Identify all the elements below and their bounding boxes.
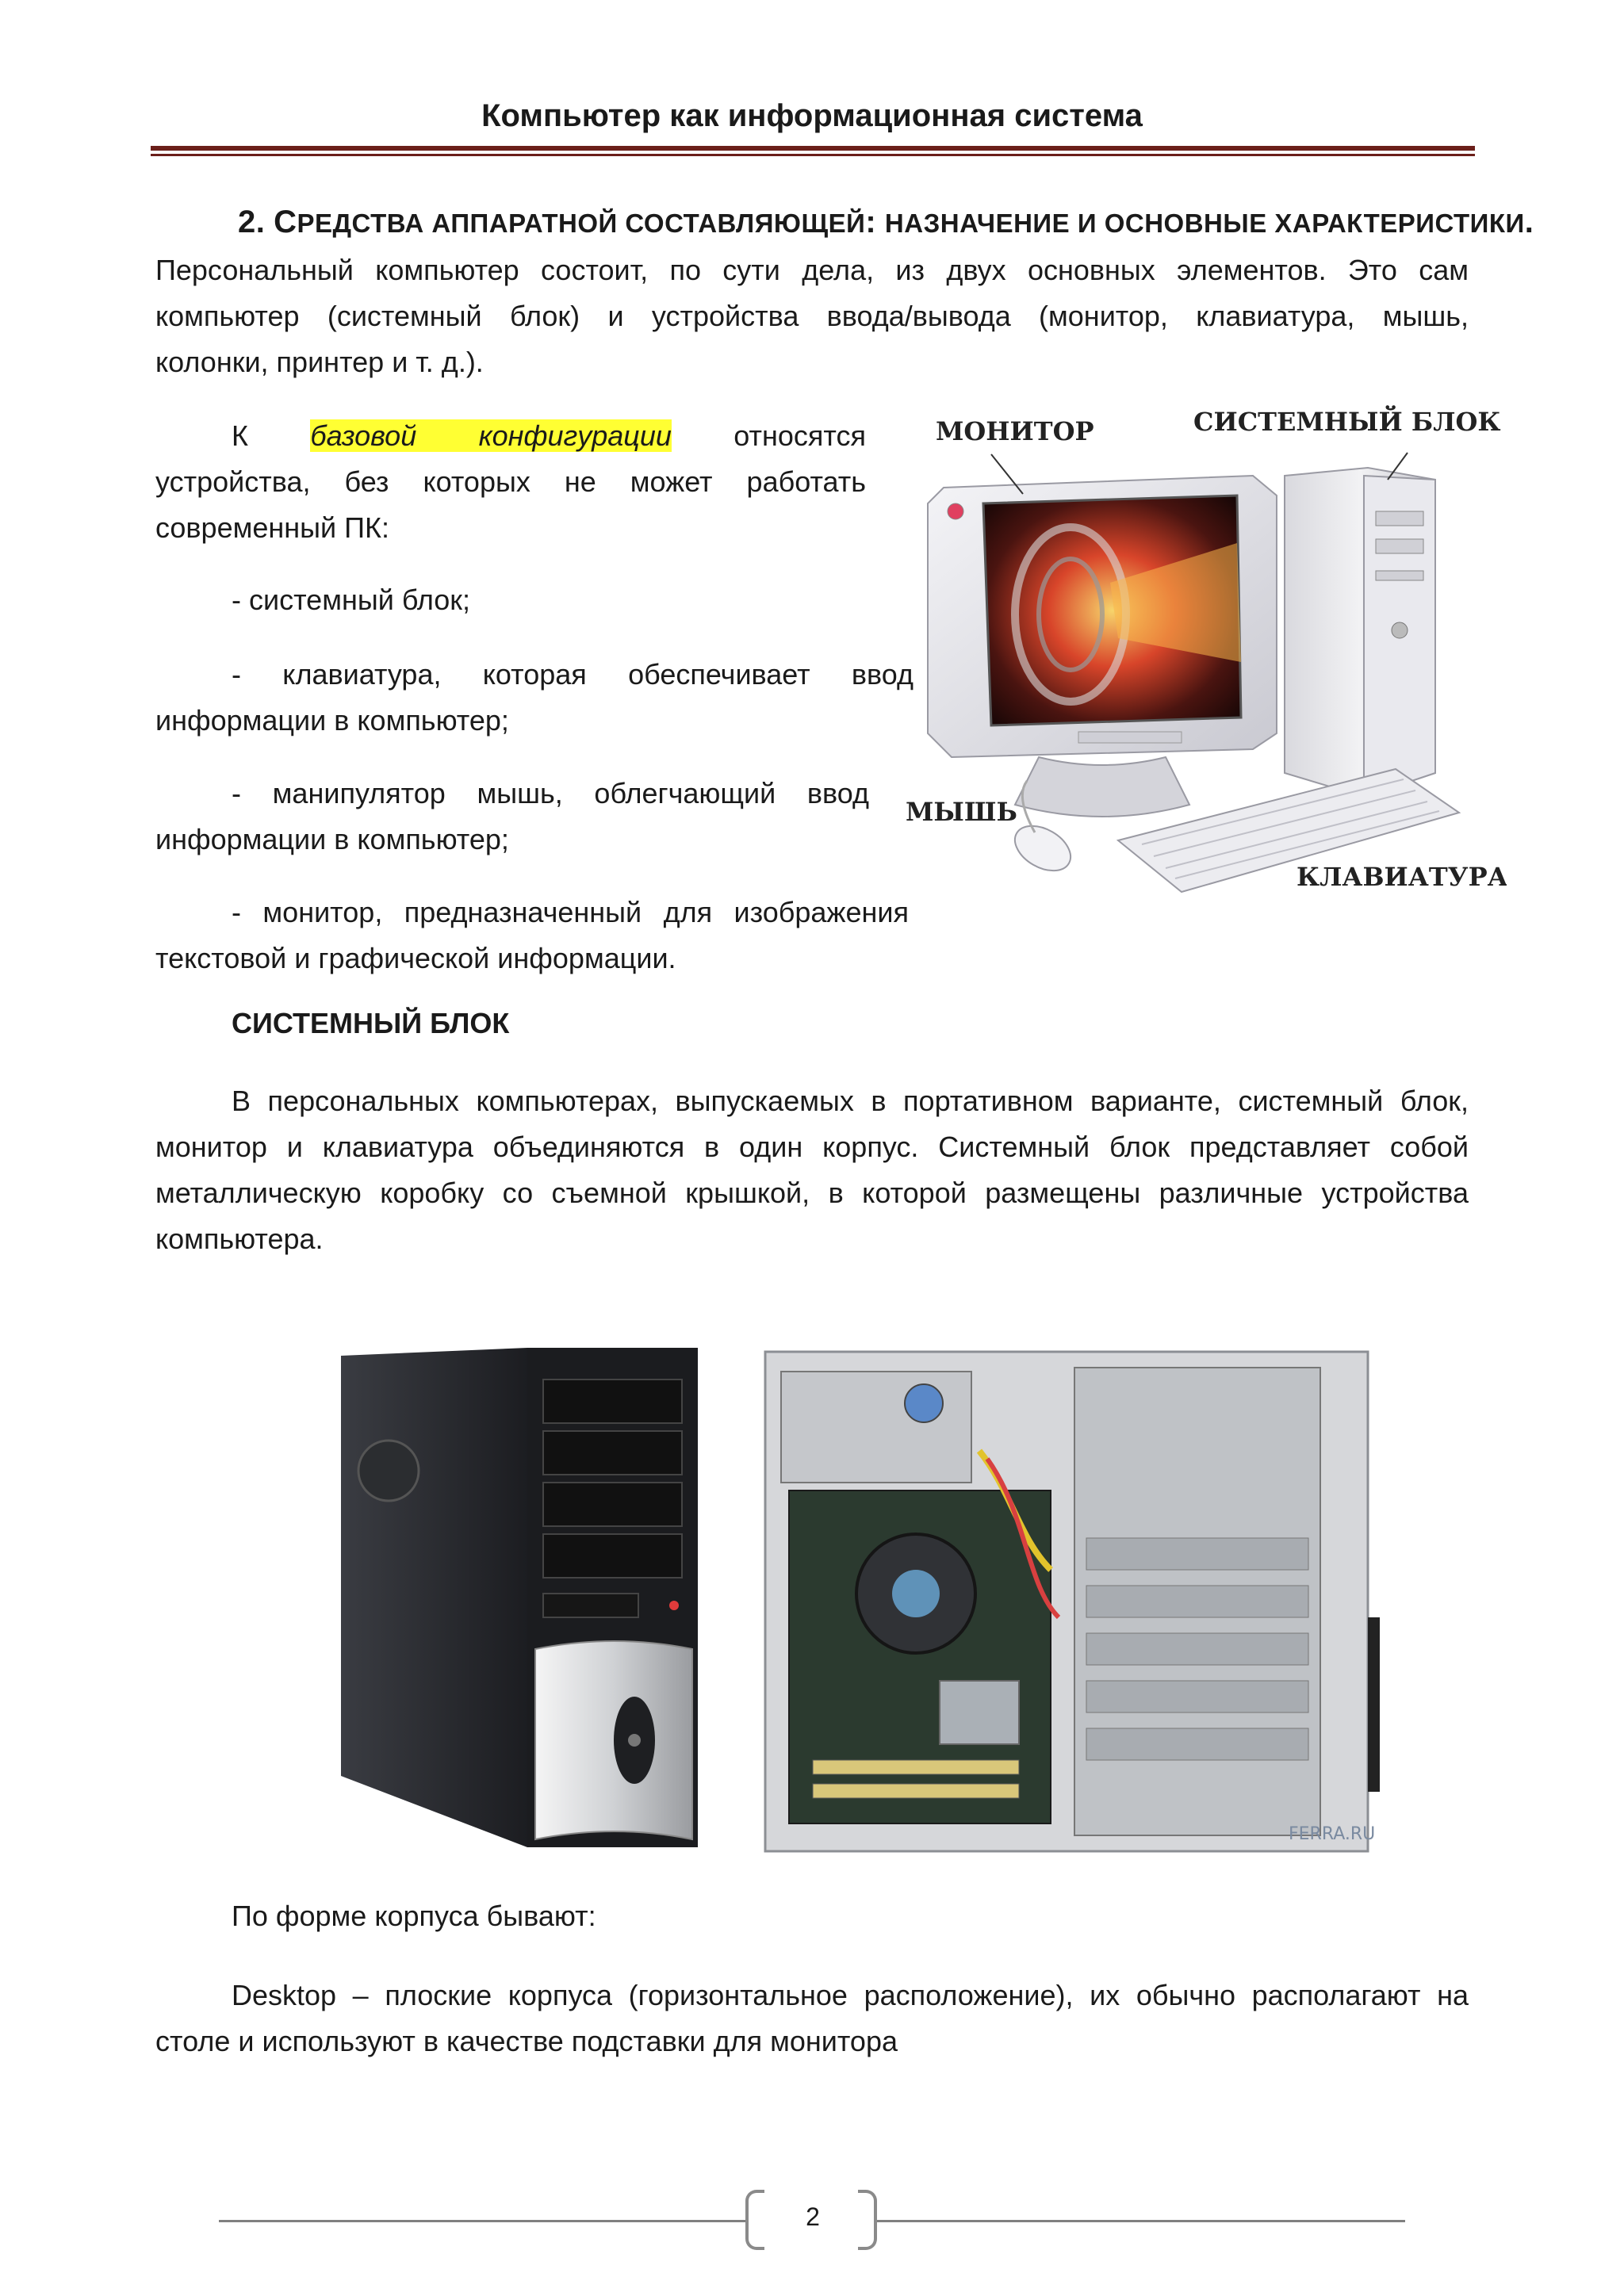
highlighted-term: базовой конфигурации (310, 419, 672, 452)
system-block-line: монитор и клавиатура объединяются в один корпус. Системный блок представляет собой (155, 1131, 1469, 1163)
monitor (928, 476, 1277, 817)
footer-rule-left (219, 2220, 747, 2222)
desktop-line: Desktop – плоские корпуса (горизонтальное расположение), их обычно располагают на (232, 1979, 1469, 2011)
section-heading (238, 205, 1534, 240)
list-item-text: - манипулятор мышь, облегчающий ввод (232, 777, 869, 809)
footer-rule-right (877, 2220, 1405, 2222)
base-config-suffix: относятся (733, 419, 866, 452)
system-block-line: металлическую коробку со съемной крышкой, в которой размещены различные устройства (155, 1177, 1469, 1209)
list-item (155, 652, 914, 744)
desktop-line: столе и используют в качестве подставки для монитора (155, 2025, 898, 2057)
base-config-line2: устройства, без которых не может работать (155, 465, 866, 498)
base-config-paragraph (155, 413, 866, 551)
desktop-paragraph (155, 1973, 1469, 2064)
list-item-text: текстовой и графической информации. (155, 942, 676, 974)
system-unit-photos-illustration (313, 1332, 1384, 1871)
system-block-line: В персональных компьютерах, выпускаемых в портативном варианте, системный блок, (232, 1085, 1469, 1117)
base-config-line1 (155, 413, 866, 459)
list-item-text: - клавиатура, которая обеспечивает ввод (232, 658, 914, 691)
base-config-line3: современный ПК: (155, 511, 389, 544)
page-number: 2 (806, 2202, 820, 2231)
case-forms-intro: По форме корпуса бывают: (232, 1900, 596, 1932)
label-system-unit: СИСТЕМНЫЙ БЛОК (1193, 407, 1501, 437)
list-item-text: информации в компьютер; (155, 704, 509, 737)
system-block-line: компьютера. (155, 1223, 324, 1255)
section-title-initial: С (274, 205, 297, 239)
list-item (155, 890, 909, 982)
section-number: 2. (238, 205, 266, 239)
intro-line: компьютер (системный блок) и устройства ввода/вывода (монитор, клавиатура, мышь, (155, 300, 1469, 332)
tower-exterior (341, 1348, 698, 1847)
footer-bracket-left (745, 2190, 764, 2250)
section-title-colon: : (865, 205, 877, 239)
page-header-title: Компьютер как информационная система (481, 98, 1143, 133)
system-unit-photos (313, 1332, 1384, 1871)
tower-interior (765, 1352, 1380, 1851)
list-item-text: - монитор, предназначенный для изображения (232, 896, 909, 928)
list-item (155, 577, 869, 623)
footer-bracket-right (858, 2190, 877, 2250)
system-unit-tower (1285, 468, 1435, 797)
section-title-part1: РЕДСТВА АППАРАТНОЙ СОСТАВЛЯЮЩЕЙ (297, 209, 866, 238)
pc-components-figure (880, 400, 1507, 924)
list-item (155, 771, 869, 863)
base-config-prefix: К (232, 419, 248, 452)
label-mouse: МЫШЬ (906, 797, 1017, 827)
ferra-watermark: FERRA.RU (1289, 1824, 1376, 1844)
section-title-end: . (1524, 205, 1534, 239)
list-item-text: - системный блок; (232, 584, 471, 616)
system-block-heading: СИСТЕМНЫЙ БЛОК (232, 1007, 510, 1039)
intro-line: колонки, принтер и т. д.). (155, 346, 484, 378)
list-item-text: информации в компьютер; (155, 823, 509, 855)
section-title-part2: НАЗНАЧЕНИЕ И ОСНОВНЫЕ ХАРАКТЕРИСТИКИ (884, 209, 1525, 238)
pc-components-illustration (880, 400, 1507, 924)
label-monitor: МОНИТОР (936, 416, 1094, 446)
system-block-paragraph (155, 1078, 1469, 1262)
intro-paragraph (155, 247, 1469, 385)
label-keyboard: КЛАВИАТУРА (1297, 862, 1507, 892)
intro-line: Персональный компьютер состоит, по сути дела, из двух основных элементов. Это сам (155, 254, 1469, 286)
